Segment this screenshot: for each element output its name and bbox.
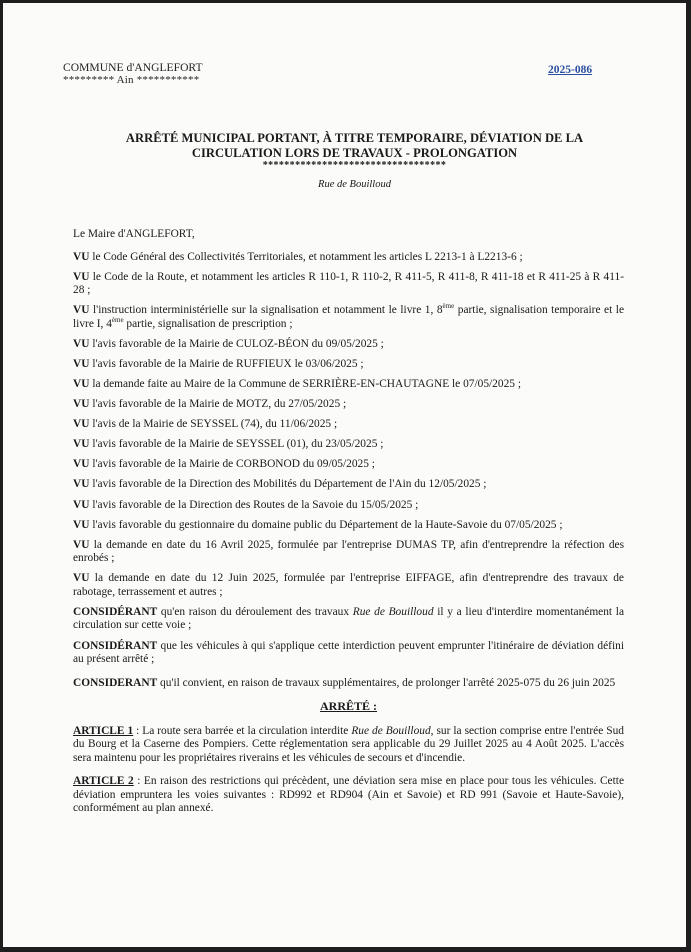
document-title: [63, 131, 646, 171]
document-page: [3, 3, 686, 947]
visa-item: VU le Code de la Route, et notamment les articles R 110-1, R 110-2, R 411-5, R 411-8, R 411-18 et R 411-25 à R 411-28 ;: [73, 270, 624, 297]
document-body: [73, 228, 624, 822]
title-separator: **********************************: [262, 160, 447, 171]
visa-item: VU l'avis favorable de la Mairie de CULOZ-BÉON du 09/05/2025 ;: [73, 337, 384, 350]
article-2: ARTICLE 2 : En raison des restrictions qui précèdent, une déviation sera mise en place pour tous les véhicules. Cette déviation empruntera les voies suivantes : RD992 et RD904 (Ain et Savoie) et RD 991 (Savoie et Haute-Savoie), conformément au plan annexé.: [73, 775, 625, 814]
department-line: ********* Ain ***********: [63, 74, 200, 86]
commune-header: [63, 61, 203, 87]
visa-item: VU l'avis favorable de la Mairie de CORBONOD du 09/05/2025 ;: [73, 458, 375, 471]
visa-item: VU la demande faite au Maire de la Commune de SERRIÈRE-EN-CHAUTAGNE le 07/05/2025 ;: [73, 377, 521, 390]
visa-item: VU l'avis favorable de la Mairie de SEYSSEL (01), du 23/05/2025 ;: [73, 438, 384, 451]
arrete-heading: ARRÊTÉ :: [319, 699, 377, 713]
considerant-item: CONSIDÉRANT qu'en raison du déroulement des travaux Rue de Bouilloud il y a lieu d'interdire momentanément la circulation sur cette voie ;: [73, 605, 625, 632]
visa-item: VU le Code Général des Collectivités Territoriales, et notamment les articles L 2213-1 à L2213-6 ;: [73, 250, 523, 263]
document-subtitle: Rue de Bouilloud: [318, 179, 391, 190]
visa-item: VU la demande en date du 12 Juin 2025, formulée par l'entreprise EIFFAGE, afin d'entreprendre des travaux de rabotage, terrassement et autres ;: [73, 572, 624, 598]
visa-item: VU l'avis favorable de la Direction des Routes de la Savoie du 15/05/2025 ;: [73, 498, 419, 511]
arrete-reference: 2025-086: [548, 64, 593, 76]
visa-item: VU l'avis de la Mairie de SEYSSEL (74), du 11/06/2025 ;: [73, 418, 338, 431]
visa-item: VU la demande en date du 16 Avril 2025, formulée par l'entreprise DUMAS TP, afin d'entreprendre la réfection des enrobés ;: [73, 538, 624, 565]
visa-item: VU l'avis favorable de la Mairie de RUFFIEUX le 03/06/2025 ;: [73, 357, 364, 370]
mayor-line: Le Maire d'ANGLEFORT,: [73, 228, 195, 240]
visa-item: VU l'avis favorable de la Direction des Mobilités du Département de l'Ain du 12/05/2025 ;: [73, 478, 487, 491]
article-1-label: ARTICLE 1: [73, 724, 134, 737]
visa-item: VU l'avis favorable du gestionnaire du domaine public du Département de la Haute-Savoie du 07/05/2025 ;: [73, 518, 563, 531]
title-line-2: CIRCULATION LORS DE TRAVAUX - PROLONGATION: [191, 145, 518, 160]
title-line-1: ARRÊTÉ MUNICIPAL PORTANT, À TITRE TEMPORAIRE, DÉVIATION DE LA: [125, 131, 584, 145]
considerant-item: CONSIDÉRANT que les véhicules à qui s'applique cette interdiction peuvent emprunter l'itinéraire de déviation défini au présent arrêté ;: [73, 639, 624, 665]
visa-item: VU l'avis favorable de la Mairie de MOTZ, du 27/05/2025 ;: [73, 398, 347, 411]
visa-item: VU l'instruction interministérielle sur la signalisation et notamment le livre 1, 8ème partie, signalisation temporaire et le livre I, 4ème partie, signalisation de prescription ;: [73, 302, 624, 330]
article-1: ARTICLE 1 : La route sera barrée et la circulation interdite Rue de Bouilloud, sur la section comprise entre l'entrée Sud du Bourg et la Caserne des Pompiers. Cette réglementation sera applicable du 29 Juillet 2025 au 4 Août 2025. L'accès sera maintenu pour les propriétaires riverains et les véhicules de secours et d'incendie.: [73, 724, 624, 764]
commune-name: COMMUNE d'ANGLEFORT: [63, 61, 203, 74]
considerant-item: CONSIDERANT qu'il convient, en raison de travaux supplémentaires, de prolonger l'arrêté 2025-075 du 26 juin 2025: [73, 676, 616, 689]
article-2-label: ARTICLE 2: [73, 775, 134, 787]
